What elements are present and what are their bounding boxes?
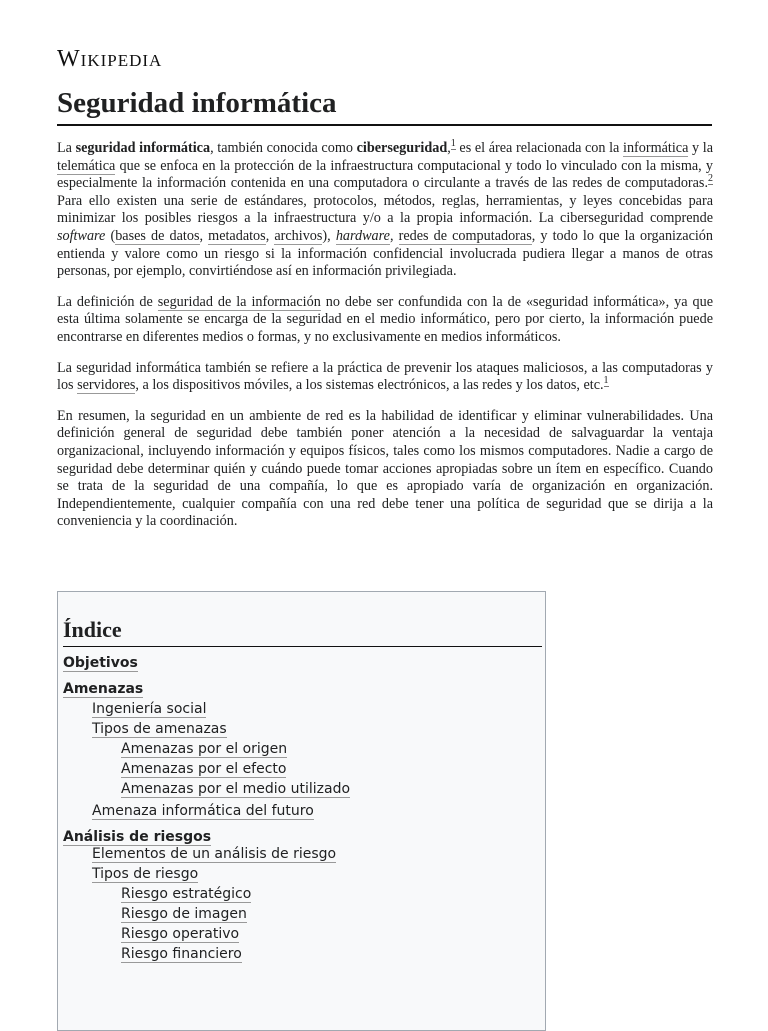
reference-link[interactable]: 1 <box>603 375 609 387</box>
page-title: Seguridad informática <box>57 84 712 126</box>
toc-item-amenazas-por-el-origen[interactable]: Amenazas por el origen <box>121 741 288 757</box>
link-archivos[interactable]: archivos <box>274 227 323 244</box>
link-metadatos[interactable]: metadatos <box>208 227 266 244</box>
bold-term: ciberseguridad <box>356 140 448 156</box>
link-informatica[interactable]: informática <box>623 140 689 156</box>
link-servidores[interactable]: servidores <box>77 377 136 394</box>
toc-item-analisis-de-riesgos[interactable]: Análisis de riesgos Elementos de un análisis de riesgo Tipos de riesgo Riesgo estratégico Riesgo de imagen Riesgo operativo Riesgo financiero <box>63 827 540 964</box>
toc-item-amenaza-del-futuro[interactable]: Amenaza informática del futuro <box>92 803 314 819</box>
bold-term: seguridad informática <box>75 140 211 156</box>
italic-term: software <box>57 227 106 244</box>
toc-item-riesgo-operativo[interactable]: Riesgo operativo <box>121 926 240 942</box>
paragraph-definicion: La definición de seguridad de la información no debe ser confundida con la de «seguridad informática», ya que esta última solamente se encarga de la seguridad en el medio informático, pero por cierto, la información puede encontrarse en diferentes medios o formas, y no exclusivamente en medios informáticos. <box>57 293 714 345</box>
link-bases-de-datos[interactable]: bases de datos <box>115 227 200 244</box>
toc-title: Índice <box>63 617 542 647</box>
table-of-contents <box>57 591 546 1031</box>
link-telematica[interactable]: telemática <box>57 157 116 174</box>
toc-item-tipos-de-amenazas[interactable]: Tipos de amenazas Amenazas por el origen Amenazas por el efecto Amenazas por el medio utilizado <box>63 719 540 799</box>
toc-item-tipos-de-riesgo[interactable]: Tipos de riesgo Riesgo estratégico Riesgo de imagen Riesgo operativo Riesgo financiero <box>63 864 540 964</box>
link-hardware[interactable]: hardware <box>335 227 390 244</box>
paragraph-resumen: En resumen, la seguridad en un ambiente de red es la habilidad de identificar y eliminar vulnerabilidades. Una definición general de seguridad debe también poner atención a la necesidad de salvaguardar la ventaja organizacional, incluyendo información y equipos físicos, tales como los mismos computadores. Nadie a cargo de seguridad debe determinar quién y cuándo puede tomar acciones apropiadas sobre un ítem en específico. Cuando se trata de la seguridad de una compañía, lo que es apropiado varía de organización en organización. Independientemente, cualquier compañía con una red debe tener una política de seguridad que se dirija a la conveniencia y la coordinación. <box>57 407 713 530</box>
reference-link[interactable]: 2 <box>708 173 713 185</box>
toc-item-objetivos[interactable]: Objetivos <box>63 655 138 671</box>
link-redes-de-computadoras[interactable]: redes de computadoras <box>398 227 532 244</box>
toc-item-riesgo-de-imagen[interactable]: Riesgo de imagen <box>121 906 247 922</box>
toc-item-amenazas-por-el-efecto[interactable]: Amenazas por el efecto <box>121 761 287 777</box>
toc-item-riesgo-estrategico[interactable]: Riesgo estratégico <box>121 886 252 902</box>
toc-item-elementos-analisis[interactable]: Elementos de un análisis de riesgo <box>92 846 337 862</box>
toc-item-amenazas-por-el-medio[interactable]: Amenazas por el medio utilizado <box>121 781 351 797</box>
article-body <box>57 140 713 544</box>
wikipedia-logo[interactable]: Wikipedia <box>57 46 163 72</box>
reference-link[interactable]: 1 <box>450 138 456 150</box>
paragraph-intro: La seguridad informática, también conocida como ciberseguridad,$^1$ es el área relacionada con la informática y la telemática que se enfoca en la protección de la infraestructura computacional y todo lo vinculado con la misma, y especialmente la información contenida en una computadora o circulante a través de las redes de computadoras.$^2$ Para ello existen una serie de estándares, protocolos, métodos, reglas, herramientas, y leyes concebidas para minimizar los posibles riesgos a la infraestructura y/o a la propia información. La ciberseguridad comprende software (bases de datos, metadatos, archivos), hardware, redes de computadoras, y todo lo que la organización entienda y valore como un riesgo si la información confidencial involucrada pudiera llegar a manos de otras personas, por ejemplo, convirtiéndose así en información privilegiada. <box>57 138 713 280</box>
toc-item-riesgo-financiero[interactable]: Riesgo financiero <box>121 946 242 962</box>
toc-list <box>63 653 540 964</box>
toc-item-amenazas[interactable]: Amenazas Ingeniería social Tipos de amenazas Amenazas por el origen Amenazas por el efecto Amenazas por el medio utilizado Amenaza informática del futuro <box>63 679 540 821</box>
paragraph-practica: La seguridad informática también se refiere a la práctica de prevenir los ataques maliciosos, a las computadoras y los servidores, a los dispositivos móviles, a los sistemas electrónicos, a las redes y los datos, etc.$^1$ <box>57 359 713 394</box>
link-seguridad-de-la-informacion[interactable]: seguridad de la información <box>157 293 321 310</box>
toc-item-ingenieria-social[interactable]: Ingeniería social <box>92 701 207 717</box>
